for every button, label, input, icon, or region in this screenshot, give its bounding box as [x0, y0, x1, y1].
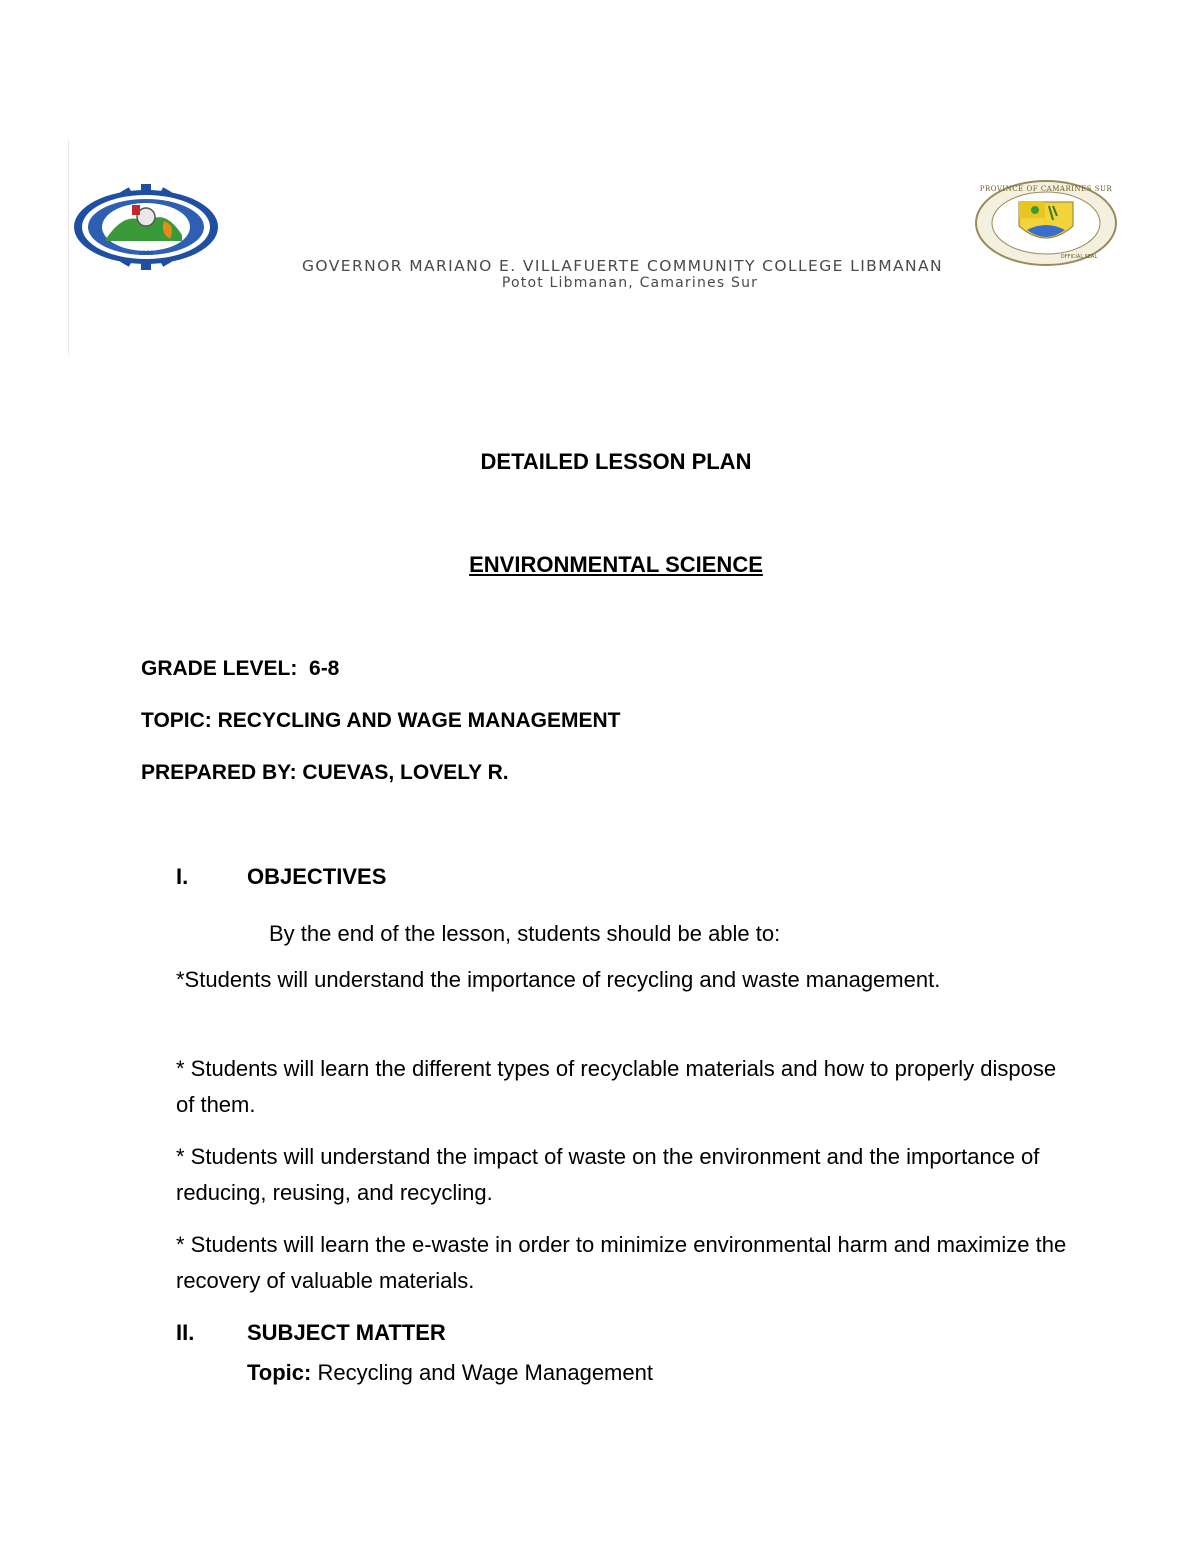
topic-label: Topic:	[247, 1360, 312, 1385]
province-seal-logo	[975, 180, 1117, 266]
institution-name: GOVERNOR MARIANO E. VILLAFUERTE COMMUNITY COLLEGE LIBMANAN	[302, 257, 943, 275]
prepared-by: PREPARED BY: CUEVAS, LOVELY R.	[141, 761, 509, 784]
seal-bottom-text: OFFICIAL SEAL	[1060, 254, 1098, 260]
institution-address: Potot Libmanan, Camarines Sur	[501, 275, 759, 291]
section-title-subject-matter: SUBJECT MATTER	[247, 1320, 446, 1345]
objective-item: * Students will understand the impact of waste on the environment and the importance of reducing, reusing, and recycling.	[176, 1144, 1040, 1205]
subject-title: ENVIRONMENTAL SCIENCE	[469, 552, 763, 577]
document-title: DETAILED LESSON PLAN	[480, 449, 752, 474]
objective-item: * Students will learn the e-waste in order to minimize environmental harm and maximize the recovery of valuable materials.	[176, 1232, 1067, 1293]
seal-ring-text: PROVINCE OF CAMARINES SUR	[979, 185, 1113, 193]
objective-item: * Students will learn the different types of recyclable materials and how to properly dispose of them.	[176, 1056, 1057, 1117]
subject-matter-topic	[247, 1355, 653, 1391]
topic-heading: TOPIC: RECYCLING AND WAGE MANAGEMENT	[141, 709, 621, 732]
svg-text:1986: 1986	[138, 250, 154, 257]
section-number-subject-matter: II.	[176, 1320, 195, 1345]
section-number-objectives: I.	[176, 864, 189, 889]
objectives-intro: By the end of the lesson, students should be able to:	[269, 921, 781, 946]
objective-item: *Students will understand the importance of recycling and waste management.	[176, 967, 941, 992]
grade-level: GRADE LEVEL: 6-8	[141, 657, 340, 680]
section-title-objectives: OBJECTIVES	[247, 864, 387, 889]
topic-value: Recycling and Wage Management	[317, 1360, 653, 1385]
